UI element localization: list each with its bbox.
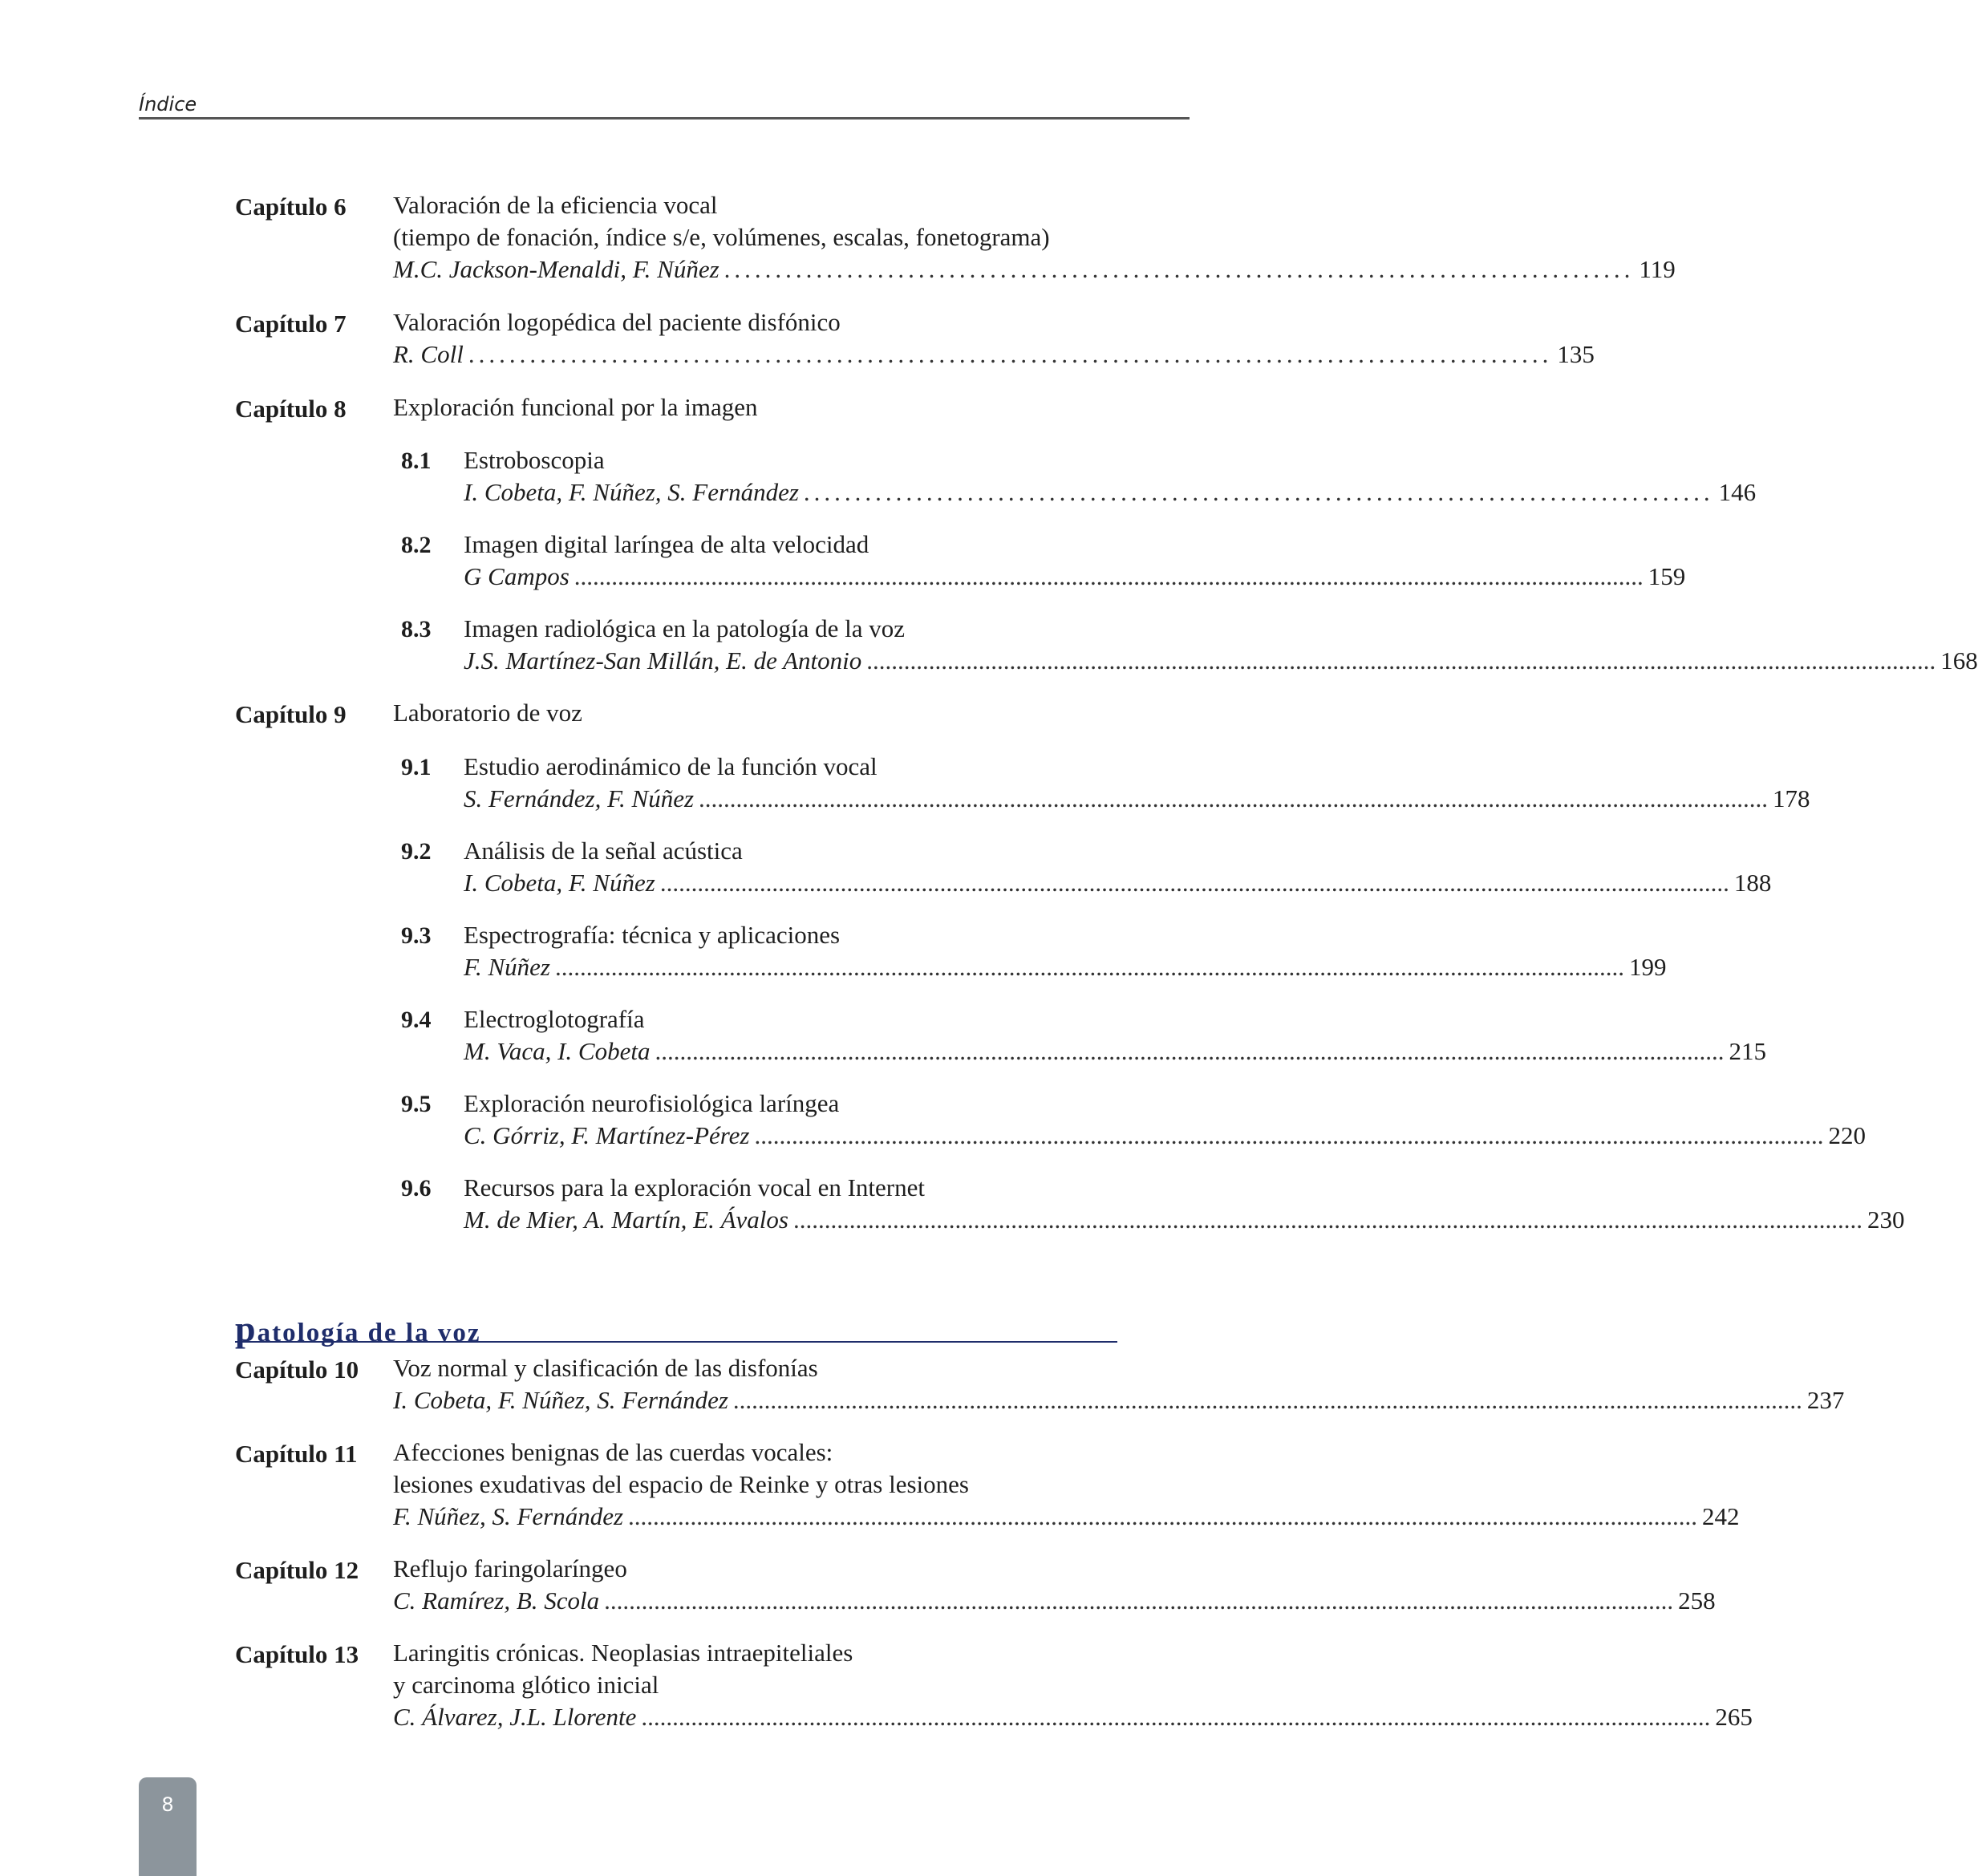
- entry-title: Recursos para la exploración vocal en Internet: [464, 1173, 925, 1201]
- dot-leader: ............................................................................................................................................................................: [604, 1586, 1674, 1615]
- page-number: 199: [1628, 953, 1667, 981]
- page-number-tab: [139, 1777, 197, 1876]
- page-number: 215: [1729, 1037, 1766, 1065]
- page-number: 237: [1806, 1386, 1845, 1414]
- dot-leader: .........................................................................................: [724, 255, 1635, 283]
- dot-leader: ............................................................................................................................................................................: [866, 646, 1936, 675]
- entry-authors: R. Coll: [393, 340, 464, 368]
- entry-title: lesiones exudativas del espacio de Reinke y otras lesiones: [393, 1470, 969, 1498]
- subsection-number: 8.2: [401, 532, 432, 558]
- entry-authors: C. Álvarez, J.L. Llorente: [393, 1703, 637, 1731]
- page-number: 178: [1773, 784, 1810, 812]
- chapter-label: Capítulo 11: [235, 1440, 358, 1468]
- entry-authors: J.S. Martínez-San Millán, E. de Antonio: [464, 646, 862, 675]
- entry-authors: I. Cobeta, F. Núñez, S. Fernández: [464, 478, 799, 506]
- entry-authors: I. Cobeta, F. Núñez, S. Fernández: [393, 1386, 728, 1414]
- dot-leader: ............................................................................................................................................................................: [659, 869, 1729, 897]
- entry-title: Laboratorio de voz: [393, 699, 582, 727]
- dot-leader: ............................................................................................................................................................................: [732, 1386, 1802, 1414]
- subsection-number: 8.3: [401, 616, 432, 642]
- dot-leader: ............................................................................................................................................................................: [554, 953, 1624, 981]
- subsection-number: 9.5: [401, 1091, 432, 1117]
- entry-title: Imagen digital laríngea de alta velocidad: [464, 530, 869, 558]
- page-number: 159: [1648, 562, 1686, 590]
- entry-title: y carcinoma glótico inicial: [393, 1671, 659, 1699]
- dot-leader: ............................................................................................................................................................................: [754, 1121, 1824, 1149]
- entry-title: Laringitis crónicas. Neoplasias intraepiteliales: [393, 1639, 853, 1667]
- entry-title: Estroboscopia: [464, 446, 605, 474]
- entry-title: Voz normal y clasificación de las disfonías: [393, 1354, 818, 1382]
- page-number: 168: [1940, 646, 1978, 675]
- page-number: 230: [1867, 1205, 1905, 1234]
- running-head: Índice: [139, 93, 197, 115]
- chapter-label: Capítulo 7: [235, 310, 347, 338]
- entry-title: (tiempo de fonación, índice s/e, volúmenes, escalas, fonetograma): [393, 223, 1050, 251]
- chapter-label: Capítulo 6: [235, 192, 347, 221]
- entry-title: Exploración funcional por la imagen: [393, 393, 758, 421]
- entry-authors: M.C. Jackson-Menaldi, F. Núñez: [393, 255, 719, 283]
- chapter-label: Capítulo 12: [235, 1556, 359, 1584]
- page-number: 258: [1678, 1586, 1716, 1615]
- chapter-label: Capítulo 13: [235, 1640, 359, 1668]
- entry-authors: M. de Mier, A. Martín, E. Ávalos: [464, 1205, 788, 1234]
- chapter-label: Capítulo 10: [235, 1355, 359, 1384]
- entry-title: Estudio aerodinámico de la función vocal: [464, 752, 878, 780]
- chapter-label: Capítulo 8: [235, 395, 347, 423]
- page-number: 119: [1639, 255, 1676, 283]
- page-number: 265: [1715, 1703, 1753, 1731]
- dot-leader: ............................................................................................................................................................................: [792, 1205, 1862, 1234]
- page-number: 135: [1557, 340, 1595, 368]
- header-rule: [139, 117, 1190, 120]
- dot-leader: ............................................................................................................................................................................: [628, 1502, 1698, 1530]
- section-heading-text: atología de la voz: [257, 1319, 481, 1347]
- page-number: 188: [1733, 869, 1772, 897]
- entry-title: Espectrografía: técnica y aplicaciones: [464, 921, 841, 949]
- entry-title: Valoración logopédica del paciente disfónico: [393, 308, 841, 336]
- chapter-label: Capítulo 9: [235, 700, 347, 728]
- section-rule: [235, 1341, 1117, 1343]
- entry-authors: F. Núñez: [464, 953, 550, 981]
- entry-authors: M. Vaca, I. Cobeta: [464, 1037, 651, 1065]
- dot-leader: ............................................................................................................................................................................: [655, 1037, 1725, 1065]
- subsection-number: 9.1: [401, 754, 432, 780]
- entry-authors: C. Górriz, F. Martínez-Pérez: [464, 1121, 750, 1149]
- section-heading: [235, 1307, 481, 1350]
- entry-authors: F. Núñez, S. Fernández: [393, 1502, 624, 1530]
- subsection-number: 9.3: [401, 922, 432, 949]
- dot-leader: ............................................................................................................................................................................: [574, 562, 1644, 590]
- entry-authors: I. Cobeta, F. Núñez: [464, 869, 655, 897]
- subsection-number: 9.6: [401, 1175, 432, 1201]
- section-heading-initial: p: [235, 1308, 257, 1349]
- entry-title: Exploración neurofisiológica laríngea: [464, 1089, 840, 1117]
- dot-leader: ............................................................................................................................................................................: [699, 784, 1769, 812]
- page-number: 220: [1828, 1121, 1866, 1149]
- entry-title: Imagen radiológica en la patología de la voz: [464, 614, 906, 642]
- entry-title: Afecciones benignas de las cuerdas vocales:: [393, 1438, 833, 1466]
- entry-title: Análisis de la señal acústica: [464, 837, 743, 865]
- entry-authors: S. Fernández, F. Núñez: [464, 784, 695, 812]
- page-number: 146: [1718, 478, 1757, 506]
- dot-leader: ..........................................................................................................: [468, 340, 1553, 368]
- entry-authors: C. Ramírez, B. Scola: [393, 1586, 600, 1615]
- entry-authors: G Campos: [464, 562, 569, 590]
- dot-leader: ............................................................................................................................................................................: [641, 1703, 1711, 1731]
- page-number: 242: [1702, 1502, 1740, 1530]
- entry-title: Valoración de la eficiencia vocal: [393, 191, 718, 219]
- entry-title: Reflujo faringolaríngeo: [393, 1554, 627, 1582]
- subsection-number: 9.2: [401, 838, 432, 865]
- folio-number: 8: [161, 1793, 174, 1816]
- entry-title: Electroglotografía: [464, 1005, 645, 1033]
- dot-leader: .........................................................................................: [803, 478, 1714, 506]
- subsection-number: 9.4: [401, 1007, 432, 1033]
- subsection-number: 8.1: [401, 448, 432, 474]
